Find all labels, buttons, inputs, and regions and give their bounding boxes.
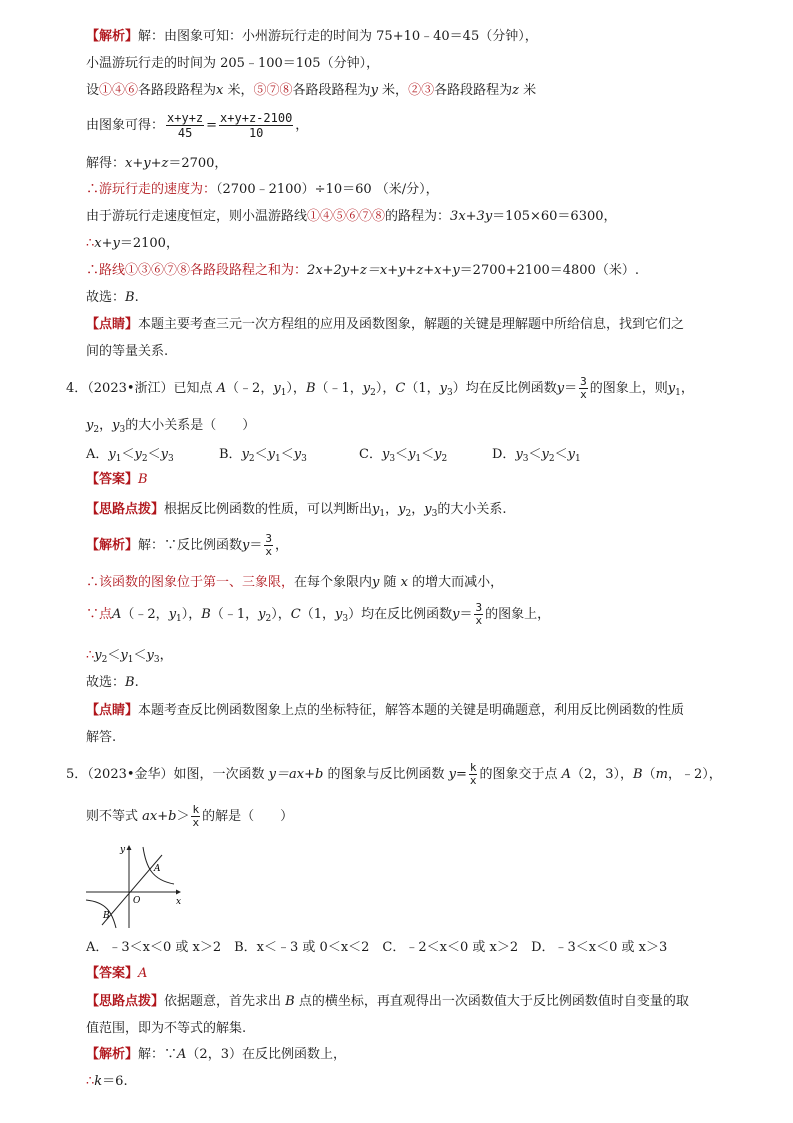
text: 由于游玩行走速度恒定，则小温游路线 — [86, 209, 308, 224]
text: 依据题意，首先求出 — [164, 994, 286, 1009]
text: ）， — [181, 607, 202, 622]
text: 本题考查反比例函数图象上点的坐标特征，解答本题的关键是明确题意，利用反比例函数的性质 — [138, 703, 685, 718]
var: y — [86, 418, 94, 433]
sub: 3 — [342, 614, 349, 624]
text: （﹣1， — [210, 607, 259, 622]
analysis-line-9 — [86, 262, 639, 280]
var: y — [94, 648, 102, 663]
text: （﹣2， — [226, 381, 274, 396]
text: 4．（2023•浙江）已知点 — [66, 381, 217, 396]
fraction — [191, 804, 200, 829]
text: ， — [385, 502, 399, 517]
point-B: B — [305, 381, 316, 396]
text: ＝2700+2100＝4800（米）. — [459, 263, 639, 278]
var: y — [241, 447, 249, 462]
q4-solution-2 — [86, 574, 503, 592]
text: 点的横坐标，再直观得出一次函数值大于反比例函数值时自变量的取 — [294, 994, 689, 1009]
q4-note-2 — [86, 729, 116, 747]
q5-solution — [86, 1046, 346, 1064]
q4-options — [86, 446, 581, 468]
text: ∴该函数的图象位于第一、三象限， — [86, 575, 295, 590]
sub: 2 — [248, 454, 255, 464]
text: （﹣1， — [315, 381, 363, 396]
var: y — [160, 447, 168, 462]
text: ）， — [271, 607, 291, 622]
sub: 1 — [675, 388, 681, 398]
numerator: k — [192, 803, 200, 816]
sub: 3 — [522, 454, 529, 464]
sub: 3 — [167, 454, 174, 464]
text: 值范围，即为不等式的解集. — [86, 1021, 247, 1036]
text: 5．（2023•金华）如图，一次函数 — [66, 767, 269, 782]
var: y — [267, 447, 276, 462]
sub: 3 — [389, 454, 396, 464]
x-label: x — [176, 897, 182, 907]
expr: 2x+2y+z＝x+y+z+x+y — [307, 263, 460, 278]
note-line-2 — [86, 343, 168, 361]
sub: 2 — [441, 454, 448, 464]
text: 设 — [86, 83, 100, 98]
text: = — [455, 767, 467, 782]
sub: 1 — [115, 454, 122, 464]
note-line-1 — [86, 316, 684, 334]
answer-tag: 【答案】 — [86, 966, 139, 981]
text: ＜ — [528, 447, 542, 462]
fraction — [469, 762, 478, 787]
q4-solution-4 — [86, 647, 173, 669]
route-numbers: ①④⑥ — [99, 83, 139, 98]
text: （﹣2， — [121, 607, 169, 622]
text: ＜ — [395, 447, 409, 462]
var: y — [448, 767, 456, 782]
answer: A — [138, 966, 148, 981]
var: y — [334, 607, 343, 622]
text: ∴路线 — [86, 263, 126, 278]
text: ＜ — [254, 447, 268, 462]
var: y — [362, 381, 371, 396]
text: ）， — [286, 381, 306, 396]
text: ∴ — [86, 1074, 95, 1089]
option-a — [86, 446, 219, 468]
var: y — [372, 502, 380, 517]
text: ＝105×60＝6300， — [492, 209, 617, 224]
text: ＝ — [249, 538, 263, 553]
var: y — [424, 502, 432, 517]
sub: 1 — [280, 388, 287, 398]
analysis-line-6 — [86, 181, 439, 199]
point-B: B — [633, 767, 643, 782]
text: ＝2100， — [119, 236, 179, 251]
q4-select — [86, 674, 139, 692]
y-label: y — [120, 845, 126, 855]
answer: B — [138, 472, 148, 487]
hint-tag: 【思路点拨】 — [86, 994, 165, 1009]
q5-hint — [86, 993, 689, 1011]
text: . — [134, 675, 139, 690]
text: 故选： — [86, 290, 126, 305]
text: 解：∵ — [138, 1047, 178, 1062]
point-C: C — [290, 607, 301, 622]
text: ， — [680, 381, 694, 396]
analysis-line-8 — [86, 235, 179, 253]
options-text: A．﹣3＜x＜0 或 x＞2 B．x＜﹣3 或 0＜x＜2 C．﹣2＜x＜0 或 x＞2 D．﹣3＜x＜0 或 x＞3 — [86, 940, 668, 955]
point-C: C — [395, 381, 406, 396]
sub: 1 — [275, 454, 281, 464]
text: ， — [411, 502, 425, 517]
fraction — [219, 111, 293, 140]
text: ， — [99, 418, 113, 433]
var: y — [258, 607, 266, 622]
sub: 2 — [101, 655, 108, 665]
text: ∵点 — [86, 607, 113, 622]
sub: 1 — [415, 454, 422, 464]
var: y — [134, 447, 142, 462]
text: 本题主要考查三元一次方程组的应用及函数图象，解题的关键是理解题中所给信息，找到它们之 — [138, 317, 685, 332]
text: 的图象交于点 — [479, 767, 562, 782]
var: y — [439, 381, 447, 396]
text: ， — [159, 648, 173, 663]
var: y — [556, 381, 565, 396]
var: x — [400, 575, 408, 590]
select-line — [86, 289, 139, 307]
sub: 3 — [431, 509, 438, 519]
text: （1， — [405, 381, 440, 396]
text: 各路段路程为 — [434, 83, 513, 98]
text: ＝2700， — [168, 156, 228, 171]
var: y — [515, 447, 523, 462]
var: y — [398, 502, 406, 517]
origin-label: O — [133, 896, 141, 906]
q4-hint — [86, 501, 506, 523]
fraction — [264, 533, 273, 558]
text: ＜ — [554, 447, 568, 462]
text: 间的等量关系. — [86, 344, 169, 359]
route-numbers: ①③⑥⑦⑧ — [125, 263, 191, 278]
var: y — [372, 575, 380, 590]
text: ＜ — [147, 447, 161, 462]
analysis-tag: 【解析】 — [86, 29, 139, 44]
analysis-line-3 — [86, 82, 536, 100]
option-d — [492, 447, 581, 462]
analysis-line-1 — [86, 28, 538, 46]
text: ， — [275, 538, 289, 553]
answer-tag: 【答案】 — [86, 472, 139, 487]
text: ∴ — [86, 648, 95, 663]
label: A． — [86, 447, 109, 462]
text: 各路段路程为 — [138, 83, 217, 98]
var: y — [370, 83, 378, 98]
text: 各路段路程为 — [292, 83, 371, 98]
numerator: x+y+z — [167, 111, 204, 125]
text: ∴游玩行走的速度为： — [86, 182, 217, 197]
q5-answer — [86, 965, 147, 983]
text: 随 — [379, 575, 401, 590]
sub: 2 — [370, 388, 376, 398]
text: 在每个象限内 — [294, 575, 373, 590]
text: 解：由图象可知：小州游玩行走的时间为 75+10﹣40＝45（分钟）， — [138, 29, 538, 44]
x-axis-arrow — [176, 890, 181, 895]
text: 解答. — [86, 730, 117, 745]
q4-note — [86, 702, 684, 720]
var: x — [216, 83, 224, 98]
point-A: A — [561, 767, 571, 782]
var: y — [168, 607, 177, 622]
route-numbers: ⑤⑦⑧ — [253, 83, 293, 98]
sub: 2 — [405, 509, 412, 519]
text: ， — [295, 118, 309, 133]
sub: 2 — [265, 614, 272, 624]
text: 故选： — [86, 675, 126, 690]
text: ∴ — [86, 236, 95, 251]
fraction — [166, 111, 204, 140]
point-A: A — [177, 1047, 187, 1062]
var: m — [655, 767, 668, 782]
var: y — [120, 648, 128, 663]
denominator: x — [192, 816, 200, 829]
text: 米 — [518, 83, 537, 98]
q4-stem — [66, 374, 694, 408]
expr: x+y+z — [125, 156, 169, 171]
text: 的大小关系是（ ） — [125, 418, 256, 433]
sub: 3 — [301, 454, 307, 464]
text: ＜ — [133, 648, 147, 663]
sub: 1 — [176, 614, 182, 624]
q4-stem-2 — [86, 417, 255, 439]
numerator: 3 — [265, 532, 273, 545]
var: y — [112, 418, 120, 433]
numerator: 3 — [580, 375, 587, 388]
analysis-line-2 — [86, 55, 379, 73]
var: y — [242, 538, 250, 553]
numerator: x+y+z-2100 — [220, 111, 293, 125]
sub: 2 — [548, 454, 555, 464]
option-b — [219, 446, 359, 468]
sub: 2 — [93, 425, 100, 435]
route-numbers: ①④⑤⑥⑦⑧ — [307, 209, 386, 224]
sub: 3 — [119, 425, 126, 435]
sub: 3 — [153, 655, 160, 665]
q5-solution-2 — [86, 1073, 128, 1091]
analysis-line-7 — [86, 208, 617, 226]
label: C． — [359, 447, 382, 462]
analysis-line-4 — [86, 108, 308, 144]
text: ，﹣2）， — [667, 767, 722, 782]
answer: B — [125, 675, 135, 690]
var: y — [434, 447, 442, 462]
var: y — [567, 447, 576, 462]
route-numbers: ②③ — [408, 83, 435, 98]
sub: 1 — [575, 454, 581, 464]
fraction — [474, 602, 483, 627]
var: y — [293, 447, 302, 462]
var: k — [94, 1074, 103, 1089]
text: （2，3）， — [571, 767, 634, 782]
text: ＜ — [121, 447, 135, 462]
text: 的图象与反比例函数 — [323, 767, 449, 782]
option-c — [359, 446, 492, 468]
point-A: A — [112, 607, 122, 622]
text: ＜ — [107, 648, 121, 663]
point-B: B — [201, 607, 211, 622]
text: 的大小关系. — [437, 502, 507, 517]
text: （2，3）在反比例函数上， — [186, 1047, 346, 1062]
point-B-label: B — [103, 911, 110, 921]
label: D． — [492, 447, 516, 462]
var: y — [381, 447, 390, 462]
text: 根据反比例函数的性质，可以判断出 — [164, 502, 373, 517]
text: 米， — [377, 83, 409, 98]
text: 米， — [223, 83, 254, 98]
function-graph — [84, 842, 184, 930]
denominator: x — [475, 614, 483, 627]
denominator: 45 — [177, 126, 193, 140]
text: ＝6. — [102, 1074, 128, 1089]
sub: 1 — [379, 509, 386, 519]
text: ＜ — [280, 447, 294, 462]
answer: B — [125, 290, 135, 305]
text: 解得： — [86, 156, 126, 171]
point-A: A — [216, 381, 227, 396]
equals: = — [206, 118, 218, 133]
text: 由图象可得： — [86, 118, 165, 133]
q4-solution — [86, 528, 288, 564]
denominator: x — [580, 388, 587, 401]
text: ＜ — [421, 447, 435, 462]
expr: y＝ax+b — [268, 767, 324, 782]
text: 的图象上， — [485, 607, 551, 622]
solution-tag: 【解析】 — [86, 1047, 139, 1062]
text: 则不等式 — [86, 809, 143, 824]
q5-stem — [66, 758, 722, 792]
text: ＝ — [459, 607, 473, 622]
numerator: k — [469, 761, 477, 774]
text: ）， — [375, 381, 396, 396]
point-A-label: A — [154, 864, 161, 874]
var: y — [273, 381, 281, 396]
text: （ — [642, 767, 656, 782]
text: ）均在反比例函数 — [348, 607, 453, 622]
q4-solution-3 — [86, 597, 550, 637]
sub: 3 — [446, 388, 453, 398]
sub: 1 — [127, 655, 134, 665]
sub: 2 — [141, 454, 148, 464]
q4-answer — [86, 471, 148, 489]
text: . — [134, 290, 139, 305]
text: 小温游玩行走的时间为 205﹣100＝105（分钟）， — [86, 56, 380, 71]
expr: ax+b — [142, 809, 177, 824]
q5-hint-2 — [86, 1020, 246, 1038]
label: B． — [219, 447, 242, 462]
text: （2700﹣2100）÷10＝60 （米/分）， — [216, 182, 439, 197]
text: ＞ — [176, 809, 190, 824]
denominator: 10 — [248, 126, 264, 140]
hint-tag: 【思路点拨】 — [86, 502, 165, 517]
expr: 3x+3y — [450, 209, 493, 224]
var: y — [541, 447, 549, 462]
note-tag: 【点睛】 — [86, 317, 139, 332]
var: y — [108, 447, 116, 462]
note-tag: 【点睛】 — [86, 703, 139, 718]
text: 的图象上，则 — [589, 381, 668, 396]
text: 的增大而减小， — [408, 575, 504, 590]
var: y — [146, 648, 154, 663]
point-B: B — [285, 994, 295, 1009]
solution-tag: 【解析】 — [86, 538, 139, 553]
var: y — [408, 447, 416, 462]
text: 解：∵反比例函数 — [138, 538, 243, 553]
text: 的解是（ ） — [202, 809, 294, 824]
denominator: x — [265, 545, 273, 558]
var: y — [452, 607, 460, 622]
q5-stem-2 — [86, 800, 293, 834]
var: y — [667, 381, 676, 396]
var: z — [512, 83, 519, 98]
numerator: 3 — [475, 601, 483, 614]
expr: x+y — [94, 236, 120, 251]
text: ＝ — [564, 381, 578, 396]
text: （1， — [300, 607, 335, 622]
analysis-line-5 — [86, 155, 227, 173]
text: 的路程为： — [385, 209, 451, 224]
fraction — [579, 376, 588, 401]
denominator: x — [469, 774, 477, 787]
text: ）均在反比例函数 — [452, 381, 557, 396]
text: 各路段路程之和为： — [190, 263, 308, 278]
y-axis-arrow — [127, 845, 132, 850]
q5-options — [86, 939, 667, 957]
